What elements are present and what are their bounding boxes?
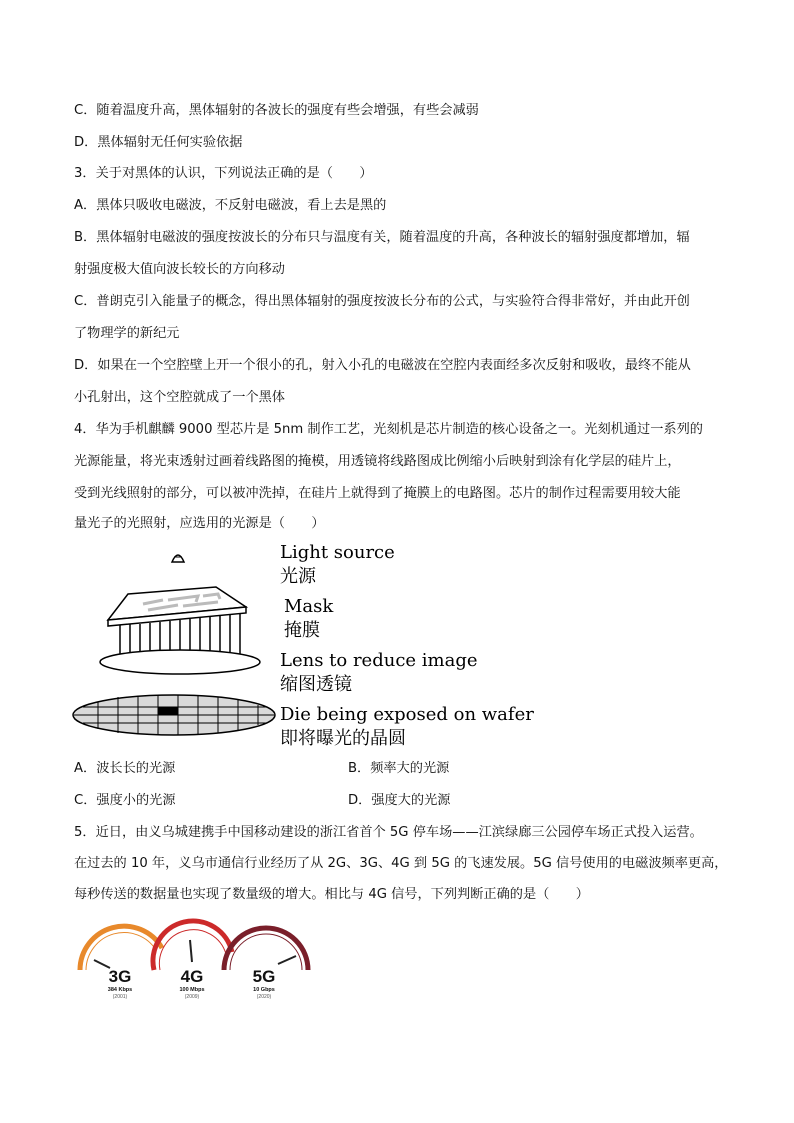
q4-option-b: B．频率大的光源 [348,761,450,776]
label-light-source-en: Light source [280,542,395,563]
gauge-3g [80,926,162,1000]
gauge-5g-year: (2020) [256,994,272,1000]
q3-stem: 3．关于对黑体的认识，下列说法正确的是（ ） [74,166,373,181]
label-light-source-cn: 光源 [280,566,316,587]
q3-option-c-line2: 了物理学的新纪元 [74,326,180,341]
q4-option-d: D．强度大的光源 [348,793,451,808]
q4-option-c: C．强度小的光源 [74,793,176,808]
q3-option-d-line2: 小孔射出，这个空腔就成了一个黑体 [74,390,285,405]
label-lens-en: Lens to reduce image [280,650,478,671]
q3-option-b-line1: B．黑体辐射电磁波的强度按波长的分布只与温度有关，随着温度的升高，各种波长的辐射强度都增加，辐 [74,230,690,245]
q3-option-b-line2: 射强度极大值向波长较长的方向移动 [74,262,285,277]
gauge-4g-needle [190,940,192,962]
light-source-icon [172,555,184,562]
label-die-en: Die being exposed on wafer [280,704,534,725]
gauge-5g-speed: 10 Gbps [253,987,275,993]
gauge-3g-needle [94,960,110,968]
q5-stem-line1: 5．近日，由义乌城建携手中国移动建设的浙江省首个 5G 停车场——江滨绿廊三公园停车场正式投入运营。 [74,825,703,840]
gauge-5g-needle [278,956,296,964]
gauge-4g-speed: 100 Mbps [179,987,205,993]
q4-option-a: A．波长长的光源 [74,761,176,776]
gauge-4g [153,921,232,1000]
gauge-3g-speed: 384 Kbps [107,987,133,993]
network-gauges-figure [74,918,314,1002]
q3-option-c-line1: C．普朗克引入能量子的概念，得出黑体辐射的强度按波长分布的公式，与实验符合得非常好，并由此开创 [74,294,690,309]
gauge-3g-label: 3G [108,967,132,986]
label-mask-en: Mask [284,596,334,617]
gauge-3g-year: (2001) [112,994,128,1000]
q5-stem-line3: 每秒传送的数据量也实现了数量级的增大。相比与 4G 信号，下列判断正确的是（ ） [74,887,589,902]
q4-stem-line4: 量光子的光照射，应选用的光源是（ ） [74,516,325,531]
q2-option-c: C．随着温度升高，黑体辐射的各波长的强度有些会增强，有些会减弱 [74,103,479,118]
label-lens-cn: 缩图透镜 [280,674,352,695]
q3-option-a: A．黑体只吸收电磁波，不反射电磁波，看上去是黑的 [74,198,387,213]
q4-stem-line3: 受到光线照射的部分，可以被冲洗掉，在硅片上就得到了掩膜上的电路图。芯片的制作过程需要用较大能 [74,486,681,501]
gauge-5g-label: 5G [252,967,276,986]
lithography-figure [68,542,288,752]
gauge-4g-label: 4G [180,967,204,986]
q2-option-d: D．黑体辐射无任何实验依据 [74,135,243,150]
label-die-cn: 即将曝光的晶圆 [280,728,406,749]
gauge-5g [224,928,308,1000]
q5-stem-line2: 在过去的 10 年，义乌市通信行业经历了从 2G、3G、4G 到 5G 的飞速发展。5G 信号使用的电磁波频率更高， [74,856,728,871]
wafer-icon [73,695,275,735]
q4-stem-line2: 光源能量，将光束透射过画着线路图的掩模，用透镜将线路图成比例缩小后映射到涂有化学层的硅片上， [74,454,681,469]
mask-icon [108,587,246,626]
gauge-4g-year: (2009) [184,994,200,1000]
label-mask-cn: 掩膜 [284,620,320,641]
q3-option-d-line1: D．如果在一个空腔壁上开一个很小的孔，射入小孔的电磁波在空腔内表面经多次反射和吸收，最终不能从 [74,358,691,373]
q4-stem-line1: 4．华为手机麒麟 9000 型芯片是 5nm 制作工艺，光刻机是芯片制造的核心设备之一。光刻机通过一系列的 [74,422,703,437]
